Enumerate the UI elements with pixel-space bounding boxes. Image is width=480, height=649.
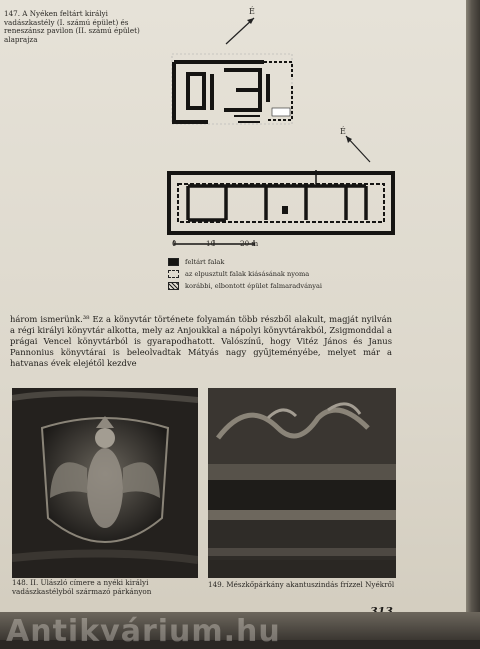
north-arrow-top [222, 12, 262, 48]
legend-item-excavated: feltárt falak [168, 258, 224, 266]
legend-swatch-solid [168, 258, 179, 266]
legend-swatch-hatched [168, 282, 179, 290]
legend-item-trace: az elpusztult falak kiásásának nyoma [168, 270, 309, 278]
scale-label-0: 0 [172, 239, 177, 248]
legend-item-earlier: korábbi, elbontott épület falmaradványai [168, 282, 322, 290]
eagle-relief-image [12, 388, 198, 578]
body-paragraph: három ismerünk.³⁸ Ez a könyvtár története folyamán több részből alakult, magját nyilván a régi királyi könyvtár alkotta, mely az Anjoukkal a nápolyi könyvtárakból, Zsigmonddal a prágai Vencel könyvtárból is gyarapodhatott. Valószínű, hogy Vitéz János és Janus Pannonius könyvtárai is beleolvadtak Mátyás nagy gyűjteményébe, melyet már a hatvanas évek elejétől kezdve [10, 314, 392, 369]
fig149-caption: 149. Mészkőpárkány akantuszindás frízzel Nyékről [208, 580, 395, 589]
fig147-caption: 147. A Nyéken feltárt királyi vadászkastély (I. számú épület) és reneszánsz pavilon (II. számú épület) alaprajza [4, 9, 140, 44]
floor-plan-hunting-lodge [166, 168, 398, 238]
photo-acanthus-frieze [208, 388, 396, 578]
scale-label-20: 20 m [240, 239, 259, 248]
floor-plan-pavilion [168, 50, 308, 134]
page-edge-shadow [466, 0, 480, 640]
scale-label-10: 10 [206, 239, 216, 248]
photo-coat-of-arms [12, 388, 198, 578]
north-label-top: É [249, 7, 255, 16]
legend-swatch-dotted [168, 270, 179, 278]
watermark: Antikvárium.hu [6, 614, 281, 649]
frieze-relief-image [208, 388, 396, 578]
fig148-caption: 148. II. Ulászló címere a nyéki királyi vadászkastélyból származó párkányon [12, 578, 152, 596]
north-label-bottom: É [340, 127, 346, 136]
